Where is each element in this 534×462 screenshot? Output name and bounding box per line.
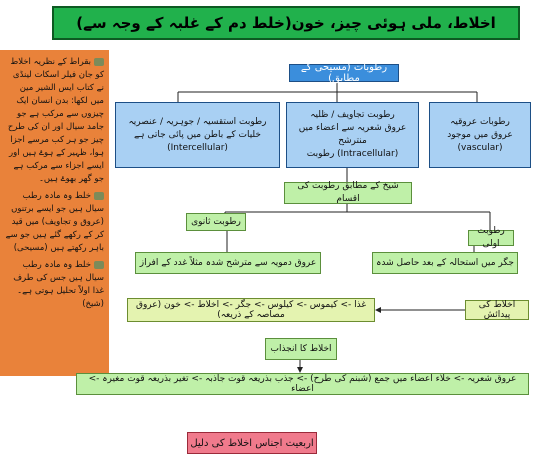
primary-label: رطوبت اولی [468, 230, 514, 246]
primary-desc: جگر میں استحالہ کے بعد حاصل شدہ [372, 252, 518, 274]
type-vascular-desc: عروق میں موجود [447, 129, 513, 140]
production-label: اخلاط کی پیدائش [465, 300, 529, 320]
type-intercellular-en: (Intercellular) [167, 142, 228, 153]
leaf-icon [94, 192, 104, 200]
sidebar-note-2 [5, 190, 104, 255]
leaf-icon [94, 261, 104, 269]
leaf-icon [94, 58, 104, 66]
secondary-label: رطوبت ثانوی [186, 213, 246, 231]
sidebar-note-1-text: بقراط کے نظریہ اخلاط کو جان فیلر اسکات لینڈی نے کتاب ایس الشیر مین میں لکھا: بدن انسان ایک چیزوں سے مرکب ہے جو جامد سیال اور ان کی طرح چیز جو ہر کب مرسے اجزا ہوا، ظہیر کے ہوۓ ہیں اور ایسے اجزاء سے مرکب ہے جو گھر بھوۓ ہیں۔ [7, 57, 104, 184]
type-intercellular-title: رطوبت استقسیہ / جوہریہ / عنصریہ [128, 116, 267, 127]
type-intercellular-desc: خلیات کے باطن میں پائی جاتی ہے [134, 129, 261, 140]
type-intercellular [115, 102, 280, 168]
type-vascular-en: (vascular) [457, 142, 503, 153]
sidebar-notes [0, 50, 109, 376]
secondary-desc: عروق دمویہ سے مترشح شدہ مثلاً غدد کے افراز [135, 252, 321, 274]
production-chain: غذا -> کیموس -> کیلوس -> جگر -> اخلاط -> خون (عروق مصاصہ کے ذریعہ) [127, 298, 375, 322]
absorption-label: اخلاط کا انجذاب [265, 338, 337, 360]
sidebar-note-2-text: خلط وہ مادہ رطب سیال ہیں جو ایسے برتنوں (عروق و تجاویف) میں قید کر کے رکھے گئے ہیں جو سے باہر رکھتے ہیں (مسیحی) [5, 191, 104, 253]
shaikh-header: شیخ کے مطابق رطوبت کی اقسام [284, 182, 412, 204]
sidebar-note-3 [5, 259, 104, 311]
absorption-chain: عروق شعریہ -> خلاء اعضاء میں جمع (شبنم کی طرح) -> جذب بذریعہ قوت جاذبہ -> تغیر بذریعہ قوت مغیرہ -> اعضاء [76, 373, 529, 395]
sidebar-note-3-text: خلط وہ مادہ رطب سیال ہیں جس کی طرف غذا اولاً تحلیل ہوتی ہے۔ (شیخ) [13, 260, 104, 309]
page-title: اخلاط، ملی ہوئی چیز، خون(خلط دم کے غلبہ کے وجہ سے) [52, 6, 520, 40]
type-intracellular [286, 102, 419, 168]
type-intracellular-title: رطوبت تجاویف / ظلیہ [310, 110, 395, 120]
type-vascular [429, 102, 531, 168]
rutubat-header: رطوبات (مسیحی کے مطابق) [289, 64, 399, 82]
sidebar-note-1 [5, 56, 104, 186]
type-intracellular-desc: عروق شعریہ سے اعضاء میں منترشح [298, 123, 407, 146]
footer-box: اربعیت اجناس اخلاط کی دلیل [187, 432, 317, 454]
type-vascular-title: رطوبات عروقیہ [450, 116, 510, 127]
type-intracellular-en: (Intracellular) رطوبت [306, 149, 399, 159]
